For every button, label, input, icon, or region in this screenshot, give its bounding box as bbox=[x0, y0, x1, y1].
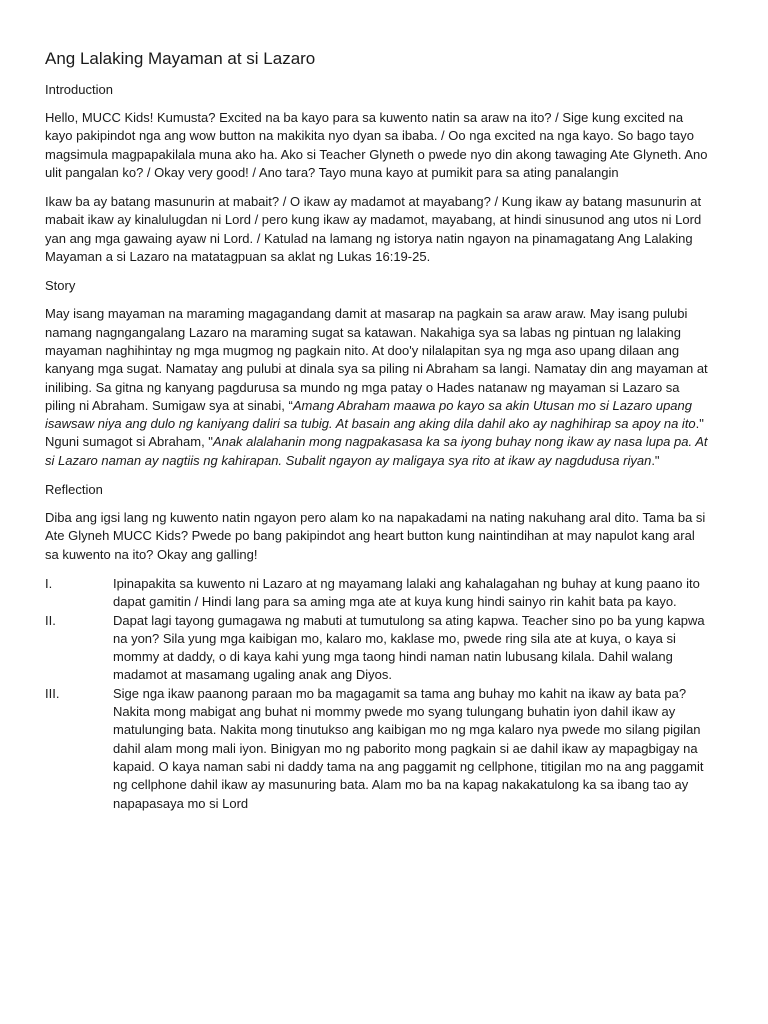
story-quote-abraham: Anak alalahanin mong nagpakasasa ka sa iyong buhay nong ikaw ay nasa lupa pa. At si Lazaro naman ay nagtiis ng kahirapan. Subalit ngayon ay maligaya sya rito at ikaw ay nagdudusa riyan bbox=[45, 434, 708, 468]
story-paragraph bbox=[45, 305, 708, 470]
list-item-number: II. bbox=[45, 612, 56, 628]
story-text-part-2: ." Nguni sumagot si Abraham, " bbox=[45, 416, 704, 450]
list-item bbox=[45, 612, 708, 685]
list-item-text: Sige nga ikaw paanong paraan mo ba magagamit sa tama ang buhay mo kahit na ikaw ay bata pa? Nakita mong mabigat ang buhat ni mommy pwede mo syang tulungang buhatin iyon dahil ikaw ay matulunging bata. Nakita mong tinutukso ang kaibigan mo ng mga kalaro nya pwede mo silang pigilan dahil alam mong mali iyon. Binigyan mo ng paborito mong pagkain si ae dahil ikaw ay mapagbigay na kapaid. O kaya naman sabi ni daddy tama na ang paggamit ng cellphone, titigilan mo na ang paggamit ng cellphone dahil ikaw ay masunuring bata. Alam mo ba na kapag nakakatulong ka sa ibang tao ay napapasaya mo si Lord bbox=[113, 685, 704, 811]
list-item-number: III. bbox=[45, 685, 60, 701]
introduction-heading: Introduction bbox=[45, 82, 113, 97]
story-text-part-3: ." bbox=[651, 452, 660, 468]
story-text-part-1: May isang mayaman na maraming magagandang damit at masarap na pagkain sa araw araw. May isang pulubi namang nagngangalang Lazaro na maraming sugat sa katawan. Nakahiga sya sa labas ng pintuan ng lalaking mayaman naghihintay ng mga mugmog ng pagkain nito. At doo'y nilalapitan sya ng mga aso upang dilaan ang kanyang mga sugat. Namatay ang pulubi at dinala sya sa piling ni Abraham sa langi. Namatay din ang mayaman at inilibing. Sa gitna ng kanyang pagdurusa sa mundo ng mga patay o Hades natanaw ng mayaman si Lazaro sa piling ni Abraham. Sumigaw sya at sinabi, “ bbox=[45, 306, 708, 413]
reflection-heading: Reflection bbox=[45, 482, 103, 498]
story-heading: Story bbox=[45, 278, 76, 294]
document-title: Ang Lalaking Mayaman at si Lazaro bbox=[45, 49, 316, 68]
reflection-list bbox=[45, 575, 708, 813]
list-item bbox=[45, 685, 708, 813]
introduction-paragraph-1: Hello, MUCC Kids! Kumusta? Excited na ba kayo para sa kuwento natin sa araw na ito? / Sige kung excited na kayo pakipindot nga ang wow button na makikita nyo dyan sa ibaba. / Oo nga excited na nga kayo. So bago tayo magsimula magpapakilala muna ako ha. Ako si Teacher Glyneth o pwede nyo din akong tawaging Ate Glyneth. Ano ulit pangalan ko? / Okay very good! / Ano tara? Tayo muna kayo at pumikit para sa ating panalangin bbox=[45, 110, 708, 180]
introduction-paragraph-2: Ikaw ba ay batang masunurin at mabait? / O ikaw ay madamot at mayabang? / Kung ikaw ay batang masunurin at mabait ikaw ay kinalulugdan ni Lord / pero kung ikaw ay madamot, mayabang, at hindi sinusunod ang utos ni Lord yan ang mga gawaing ayaw ni Lord. / Katulad na lamang ng istorya natin ngayon na pinamagatang Ang Lalaking Mayaman a si Lazaro na matatagpuan sa aklat ng Lukas 16:19-25. bbox=[45, 194, 702, 265]
list-item-number: I. bbox=[45, 575, 53, 591]
list-item-text: Ipinapakita sa kuwento ni Lazaro at ng mayamang lalaki ang kahalagahan ng buhay at kung paano ito dapat gamitin / Hindi lang para sa aming mga ate at kuya kung hindi sainyo rin kahit bata pa kayo. bbox=[113, 575, 700, 610]
reflection-paragraph: Diba ang igsi lang ng kuwento natin ngayon pero alam ko na napakadami na nating nakuhang aral dito. Tama ba si Ate Glyneh MUCC Kids? Pwede po bang pakipindot ang heart button kung naintindihan at may napulot kang aral sa kuwento na ito? Okay ang galling! bbox=[45, 510, 706, 562]
story-quote-rich-man: Amang Abraham maawa po kayo sa akin Utusan mo si Lazaro upang isawsaw niya ang dulo ng kaniyang daliri sa tubig. At basain ang aking dila dahil ako ay naghihirap sa apoy na ito bbox=[45, 397, 696, 432]
list-item bbox=[45, 575, 708, 612]
list-item-text: Dapat lagi tayong gumagawa ng mabuti at tumutulong sa ating kapwa. Teacher sino po ba yung kapwa na yon? Sila yung mga kaibigan mo, kalaro mo, kaklase mo, pwede ring sila ate at kuya, o kaya si mommy at daddy, o di kaya kahi yung mga taong hindi naman natin lubusang kilala. Dahil walang madamot at masamang ugaling anak ang Diyos. bbox=[113, 612, 705, 683]
